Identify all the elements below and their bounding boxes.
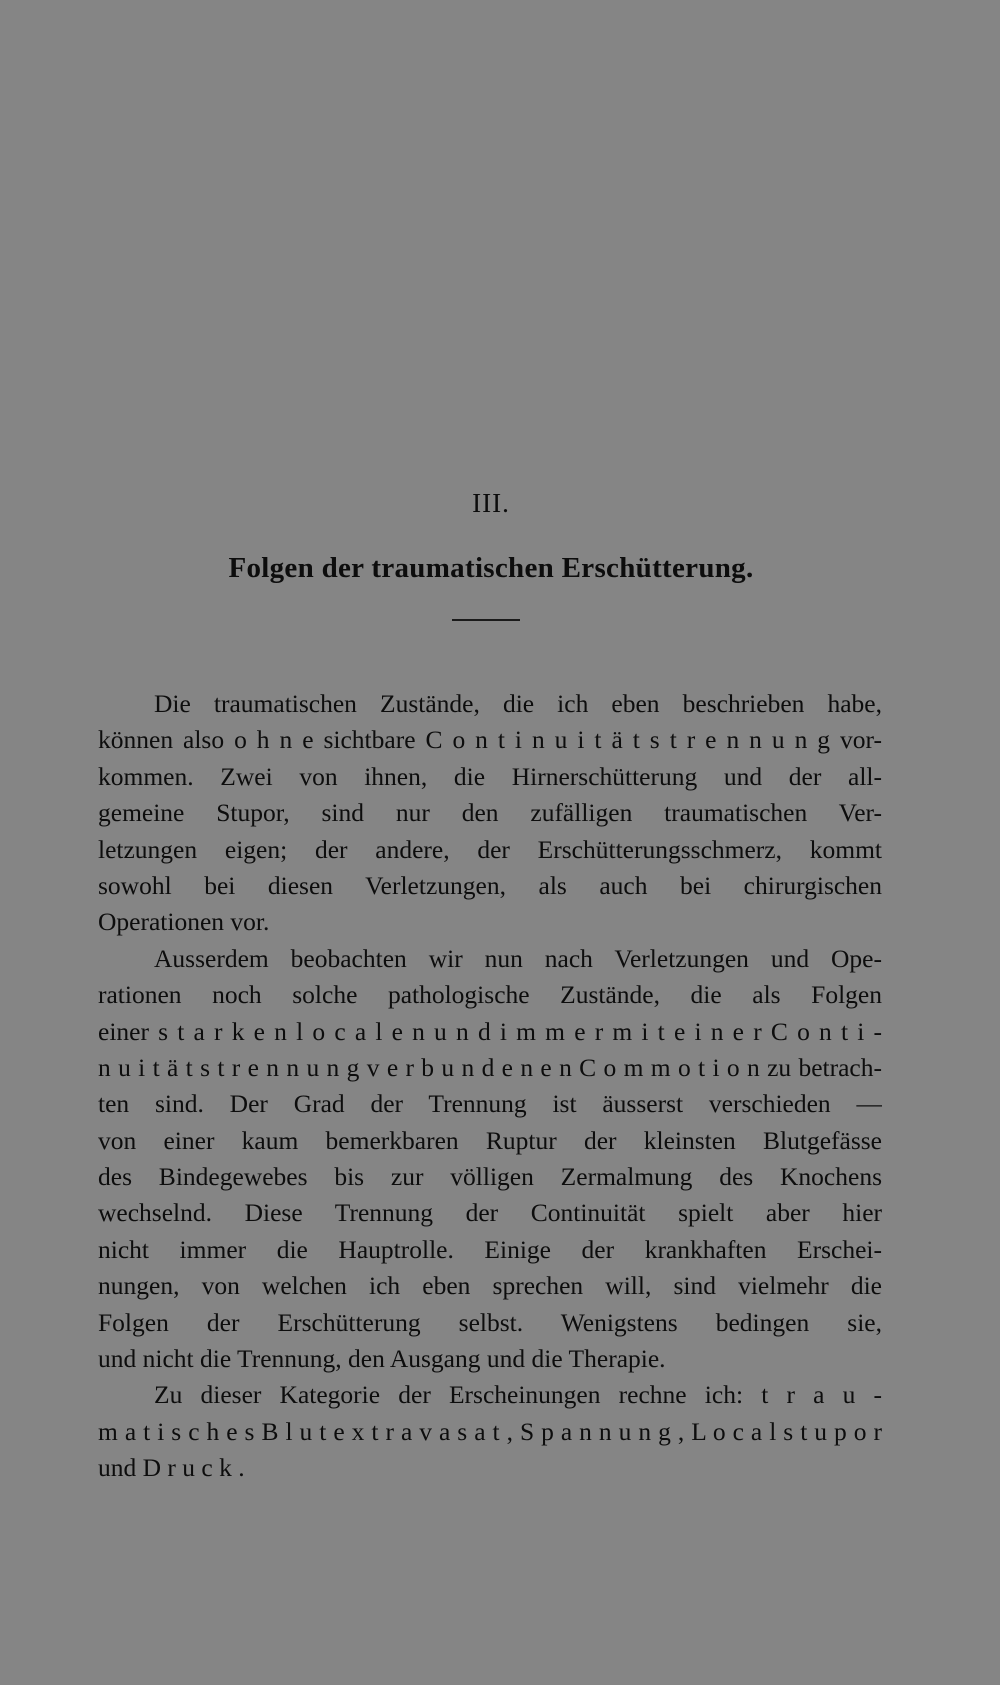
text-line: Die traumatischen Zustände, die ich eben beschrieben habe,	[154, 689, 882, 718]
paragraph-2	[98, 941, 882, 1378]
text-line: nicht immer die Hauptrolle. Einige der krankhaften Erschei-	[98, 1234, 882, 1264]
text-line: Operationen vor.	[98, 907, 270, 937]
text-line: m a t i s c h e s B l u t e x t r a v a s a t , S p a n n u n g , L o c a l s t u p o r	[98, 1416, 882, 1446]
text-line: können also o h n e sichtbare C o n t i n u i t ä t s t r e n n u n g vor-	[98, 725, 882, 755]
text-line: n u i t ä t s t r e n n u n g v e r b u n d e n e n C o m m o t i o n zu betrach-	[98, 1052, 882, 1082]
text-line: sowohl bei diesen Verletzungen, als auch bei chirurgischen	[98, 870, 882, 900]
text-line: Folgen der Erschütterung selbst. Wenigstens bedingen sie,	[98, 1307, 882, 1337]
text-line: gemeine Stupor, sind nur den zufälligen traumatischen Ver-	[98, 798, 882, 828]
text-line: Zu dieser Kategorie der Erscheinungen rechne ich: t r a u -	[154, 1380, 882, 1410]
text-line: von einer kaum bemerkbaren Ruptur der kleinsten Blutgefässe	[98, 1125, 882, 1155]
text-line: rationen noch solche pathologische Zustände, die als Folgen	[98, 980, 882, 1010]
chapter-title: Folgen der traumatischen Erschütterung.	[228, 552, 754, 584]
text-line: nungen, von welchen ich eben sprechen will, sind vielmehr die	[98, 1271, 882, 1301]
text-line: ten sind. Der Grad der Trennung ist äusserst verschieden —	[98, 1089, 882, 1119]
text-line: und nicht die Trennung, den Ausgang und die Therapie.	[98, 1344, 666, 1374]
text-line: und D r u c k .	[98, 1453, 245, 1483]
chapter-number: III.	[472, 488, 510, 518]
text-line: Ausserdem beobachten wir nun nach Verletzungen und Ope-	[154, 943, 882, 973]
text-line: des Bindegewebes bis zur völligen Zermalmung des Knochens	[98, 1162, 882, 1192]
text-line: einer s t a r k e n l o c a l e n u n d i m m e r m i t e i n e r C o n t i -	[98, 1016, 882, 1046]
text-line: letzungen eigen; der andere, der Erschütterungsschmerz, kommt	[98, 834, 882, 864]
text-line: wechselnd. Diese Trennung der Continuität spielt aber hier	[98, 1198, 882, 1228]
text-line: kommen. Zwei von ihnen, die Hirnerschütterung und der all-	[98, 761, 882, 791]
title-rule	[452, 619, 520, 621]
paragraph-1	[98, 686, 882, 941]
body-text	[98, 686, 882, 1487]
paragraph-3	[98, 1377, 882, 1486]
